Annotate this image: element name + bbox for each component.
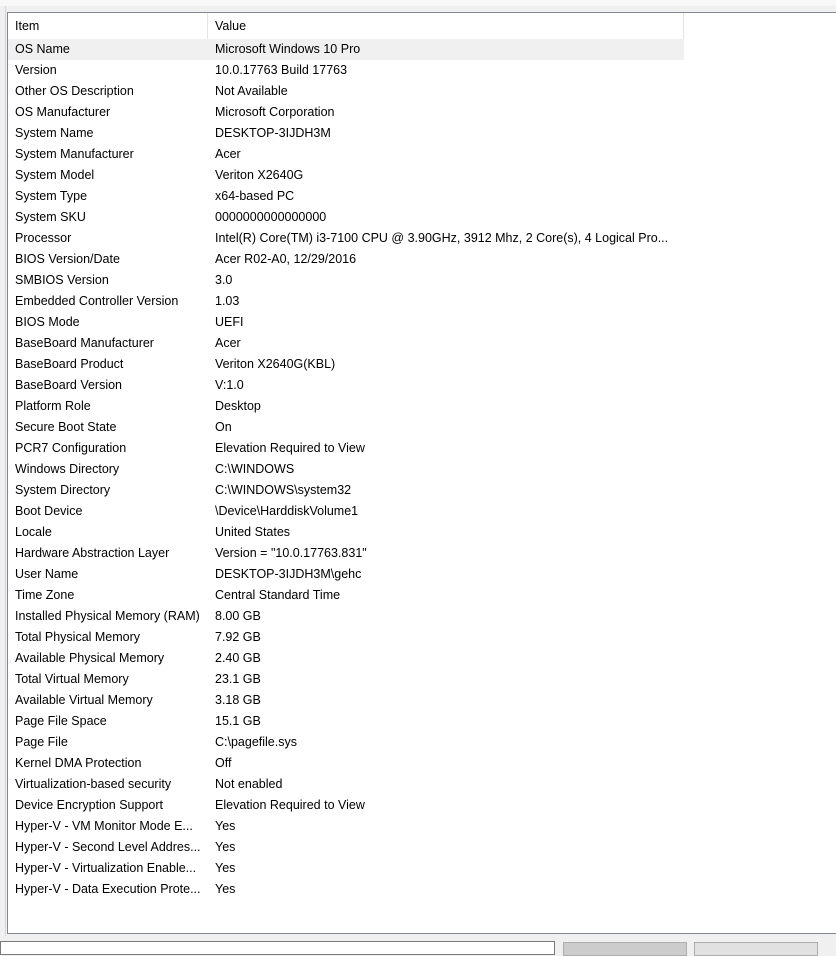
row-item-value: Yes <box>215 819 236 833</box>
row-item-value: 15.1 GB <box>215 714 261 728</box>
row-item-name: PCR7 Configuration <box>15 441 127 455</box>
table-row[interactable] <box>8 648 684 669</box>
row-item-value: 2.40 GB <box>215 651 261 665</box>
row-item-value: DESKTOP-3IJDH3M <box>215 126 331 140</box>
row-item-name: Available Physical Memory <box>15 651 165 665</box>
row-item-value: Acer <box>215 336 241 350</box>
row-item-value: 1.03 <box>215 294 240 308</box>
row-item-name: BaseBoard Manufacturer <box>15 336 154 350</box>
table-row[interactable] <box>8 438 684 459</box>
row-item-value: Yes <box>215 861 236 875</box>
row-item-name: Other OS Description <box>15 84 134 98</box>
table-row[interactable] <box>8 60 684 81</box>
row-item-value: Not Available <box>215 84 288 98</box>
row-item-name: SMBIOS Version <box>15 273 109 287</box>
column-header-value[interactable]: Value <box>208 13 684 39</box>
row-item-value: C:\WINDOWS\system32 <box>215 483 352 497</box>
row-item-name: Hyper-V - VM Monitor Mode E... <box>15 819 193 833</box>
row-item-value: Yes <box>215 840 236 854</box>
table-row[interactable] <box>8 396 684 417</box>
table-row[interactable] <box>8 711 684 732</box>
table-row[interactable] <box>8 165 684 186</box>
row-item-value: 3.0 <box>215 273 233 287</box>
table-row[interactable] <box>8 522 684 543</box>
row-item-name: System Model <box>15 168 95 182</box>
table-row[interactable] <box>8 123 684 144</box>
table-row[interactable] <box>8 732 684 753</box>
row-item-value: Veriton X2640G <box>215 168 304 182</box>
row-item-value: Yes <box>215 882 236 896</box>
row-item-name: BIOS Version/Date <box>15 252 120 266</box>
row-item-name: Secure Boot State <box>15 420 117 434</box>
table-row[interactable] <box>8 858 684 879</box>
row-item-name: BaseBoard Product <box>15 357 124 371</box>
row-item-value: \Device\HarddiskVolume1 <box>215 504 359 518</box>
row-item-name: Virtualization-based security <box>15 777 172 791</box>
row-item-name: System SKU <box>15 210 86 224</box>
table-row[interactable] <box>8 774 684 795</box>
row-item-name: BaseBoard Version <box>15 378 123 392</box>
row-item-name: Kernel DMA Protection <box>15 756 142 770</box>
find-bar <box>0 936 836 947</box>
table-row[interactable] <box>8 564 684 585</box>
column-header-item[interactable]: Item <box>8 13 208 39</box>
table-row[interactable] <box>8 585 684 606</box>
row-item-value: 7.92 GB <box>215 630 261 644</box>
row-item-value: Intel(R) Core(TM) i3-7100 CPU @ 3.90GHz, 3912 Mhz, 2 Core(s), 4 Logical Pro... <box>215 231 669 245</box>
row-item-name: Device Encryption Support <box>15 798 163 812</box>
row-item-name: Hyper-V - Data Execution Prote... <box>15 882 201 896</box>
row-item-name: Boot Device <box>15 504 83 518</box>
row-item-value: Desktop <box>215 399 261 413</box>
table-row[interactable] <box>8 39 684 60</box>
row-item-name: Installed Physical Memory (RAM) <box>15 609 200 623</box>
row-item-name: System Directory <box>15 483 111 497</box>
row-item-value: 3.18 GB <box>215 693 261 707</box>
row-item-name: Page File <box>15 735 68 749</box>
row-item-value: DESKTOP-3IJDH3M\gehc <box>215 567 362 581</box>
row-item-value: 0000000000000000 <box>215 210 327 224</box>
row-item-value: On <box>215 420 232 434</box>
row-item-name: System Type <box>15 189 88 203</box>
row-item-value: Acer <box>215 147 241 161</box>
close-find-button[interactable] <box>694 942 818 956</box>
row-item-value: 10.0.17763 Build 17763 <box>215 63 348 77</box>
table-row[interactable] <box>8 228 684 249</box>
row-item-name: OS Manufacturer <box>15 105 111 119</box>
row-item-value: Version = "10.0.17763.831" <box>215 546 367 560</box>
row-item-name: Platform Role <box>15 399 91 413</box>
table-row[interactable] <box>8 333 684 354</box>
row-item-name: Time Zone <box>15 588 75 602</box>
row-item-value: Acer R02-A0, 12/29/2016 <box>215 252 357 266</box>
row-item-value: Off <box>215 756 232 770</box>
find-what-input[interactable] <box>0 941 555 955</box>
row-item-name: System Manufacturer <box>15 147 134 161</box>
row-item-value: Elevation Required to View <box>215 441 365 455</box>
table-row[interactable] <box>8 312 684 333</box>
table-row[interactable] <box>8 795 684 816</box>
table-row[interactable] <box>8 669 684 690</box>
row-item-value: C:\WINDOWS <box>215 462 295 476</box>
table-row[interactable] <box>8 354 684 375</box>
row-item-name: Embedded Controller Version <box>15 294 179 308</box>
row-item-value: Microsoft Windows 10 Pro <box>215 42 361 56</box>
row-item-value: C:\pagefile.sys <box>215 735 297 749</box>
find-button[interactable] <box>563 942 687 956</box>
row-item-name: Processor <box>15 231 72 245</box>
table-row[interactable] <box>8 753 684 774</box>
row-item-name: Locale <box>15 525 52 539</box>
table-row[interactable] <box>8 102 684 123</box>
table-row[interactable] <box>8 249 684 270</box>
table-row[interactable] <box>8 816 684 837</box>
row-item-value: x64-based PC <box>215 189 295 203</box>
row-item-value: United States <box>215 525 291 539</box>
row-item-value: Central Standard Time <box>215 588 341 602</box>
row-item-value: Microsoft Corporation <box>215 105 335 119</box>
system-summary-listview[interactable] <box>7 12 836 934</box>
row-item-name: Hyper-V - Virtualization Enable... <box>15 861 197 875</box>
table-row[interactable] <box>8 417 684 438</box>
table-row[interactable] <box>8 186 684 207</box>
row-item-name: Version <box>15 63 57 77</box>
row-item-value: V:1.0 <box>215 378 244 392</box>
table-row[interactable] <box>8 291 684 312</box>
row-item-name: Total Physical Memory <box>15 630 141 644</box>
list-rows <box>8 39 684 900</box>
row-item-value: 8.00 GB <box>215 609 261 623</box>
table-row[interactable] <box>8 480 684 501</box>
row-item-name: User Name <box>15 567 79 581</box>
row-item-value: Not enabled <box>215 777 283 791</box>
list-header <box>8 13 684 39</box>
table-row[interactable] <box>8 543 684 564</box>
table-row[interactable] <box>8 375 684 396</box>
table-row[interactable] <box>8 207 684 228</box>
table-row[interactable] <box>8 606 684 627</box>
table-row[interactable] <box>8 879 684 900</box>
row-item-value: 23.1 GB <box>215 672 261 686</box>
row-item-name: Hardware Abstraction Layer <box>15 546 170 560</box>
row-item-name: OS Name <box>15 42 70 56</box>
row-item-name: Windows Directory <box>15 462 120 476</box>
window-top-edge <box>0 0 836 6</box>
row-item-name: Hyper-V - Second Level Addres... <box>15 840 201 854</box>
table-row[interactable] <box>8 144 684 165</box>
table-row[interactable] <box>8 81 684 102</box>
row-item-name: Total Virtual Memory <box>15 672 129 686</box>
row-item-name: BIOS Mode <box>15 315 80 329</box>
table-row[interactable] <box>8 459 684 480</box>
table-row[interactable] <box>8 270 684 291</box>
row-item-value: Veriton X2640G(KBL) <box>215 357 336 371</box>
row-item-name: System Name <box>15 126 94 140</box>
row-item-value: UEFI <box>215 315 244 329</box>
row-item-name: Page File Space <box>15 714 107 728</box>
table-row[interactable] <box>8 690 684 711</box>
table-row[interactable] <box>8 501 684 522</box>
left-pane-edge <box>0 6 6 936</box>
table-row[interactable] <box>8 837 684 858</box>
row-item-value: Elevation Required to View <box>215 798 365 812</box>
row-item-name: Available Virtual Memory <box>15 693 153 707</box>
table-row[interactable] <box>8 627 684 648</box>
